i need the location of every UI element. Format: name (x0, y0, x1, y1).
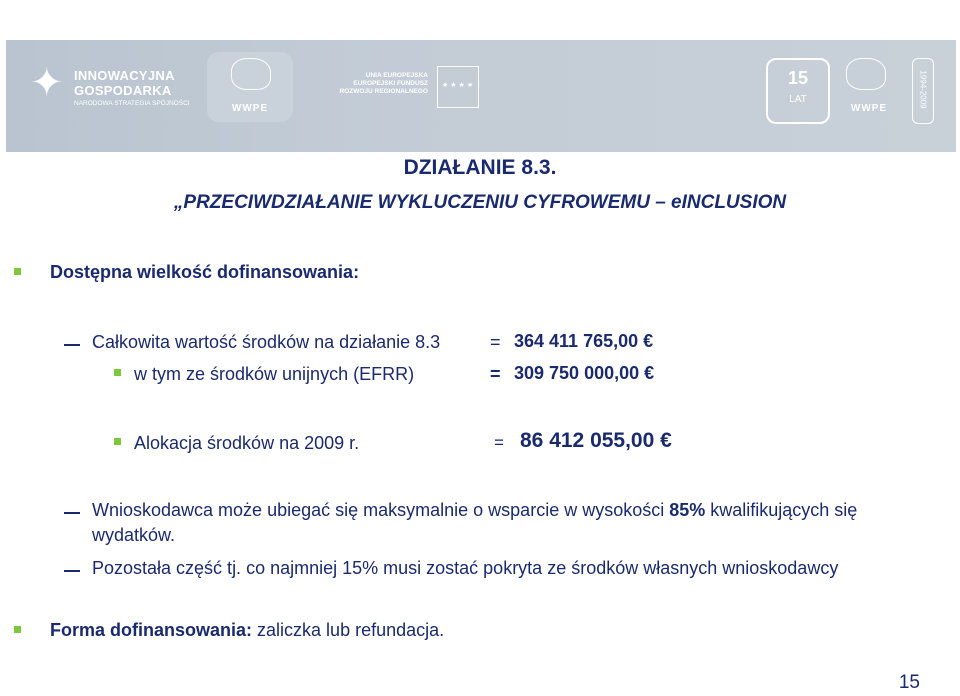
dash-bullet (64, 344, 80, 346)
alokacja-equals: = (494, 433, 504, 452)
ig-line3: NARODOWA STRATEGIA SPÓJNOŚCI (74, 100, 190, 107)
poland-map-icon (231, 58, 271, 90)
pozostala-text: Pozostała część tj. co najmniej 15% musi zostać pokryta ze środków własnych wnioskodawcy (92, 558, 839, 578)
slide-subtitle: „PRZECIWDZIAŁANIE WYKLUCZENIU CYFROWEMU – eINCLUSION (173, 192, 787, 213)
calkowita-equals: = (490, 332, 501, 352)
eu-flag-icon: ★★★★ (437, 66, 479, 108)
dash-bullet (64, 512, 80, 514)
forma-value: zaliczka lub refundacja. (252, 620, 445, 640)
efrr-equals: = (490, 364, 501, 384)
bullet-square (114, 438, 121, 445)
ue-line3: ROZWOJU REGIONALNEGO (339, 88, 428, 95)
dostepna-heading: Dostępna wielkość dofinansowania: (50, 262, 360, 282)
bullet-square (114, 369, 121, 376)
ue-line2: EUROPEJSKI FUNDUSZ (353, 80, 428, 87)
slide-title: DZIAŁANIE 8.3. (403, 156, 557, 179)
ue-text-logo (318, 72, 428, 96)
ig-line2: GOSPODARKA (74, 83, 172, 98)
poland-map-icon (846, 58, 886, 90)
dash-bullet (64, 570, 80, 572)
years-label: 1994-2009 (918, 70, 928, 109)
wnioskodawca-part-a: Wnioskodawca może ubiegać się maksymalnie o wsparcie w wysokości (92, 500, 670, 520)
forma-label: Forma dofinansowania: (50, 620, 253, 640)
calkowita-value: 364 411 765,00 € (514, 331, 654, 351)
header-banner (0, 0, 960, 150)
bullet-square (14, 268, 21, 275)
wnioskodawca-pct: 85% (669, 500, 706, 520)
efrr-value: 309 750 000,00 € (514, 363, 655, 383)
page-number: 15 (898, 672, 920, 693)
alokacja-label: Alokacja środków na 2009 r. (134, 433, 360, 453)
wnioskodawca-text-2: wydatków. (92, 525, 176, 545)
wnioskodawca-text (92, 500, 857, 521)
wwpe-label: WWPE (231, 103, 269, 114)
bullet-square (14, 626, 21, 633)
innowacyjna-gospodarka-logo (30, 60, 200, 120)
lat-label: LAT (789, 94, 807, 105)
wwpe2-label: WWPE (850, 103, 888, 114)
ue-line1: UNIA EUROPEJSKA (365, 72, 428, 79)
ig-line1: INNOWACYJNA (74, 68, 175, 83)
forma-text (50, 620, 444, 641)
15-lat-badge (766, 58, 830, 124)
lat-number: 15 (787, 68, 809, 88)
star-icon: ✦ (30, 61, 64, 105)
calkowita-label: Całkowita wartość środków na działanie 8.3 (92, 332, 441, 352)
wwpe-logo (207, 52, 293, 122)
years-badge (912, 58, 934, 124)
alokacja-value: 86 412 055,00 € (520, 429, 672, 452)
efrr-label: w tym ze środków unijnych (EFRR) (134, 364, 415, 384)
wnioskodawca-part-b: kwalifikujących się (705, 500, 858, 520)
